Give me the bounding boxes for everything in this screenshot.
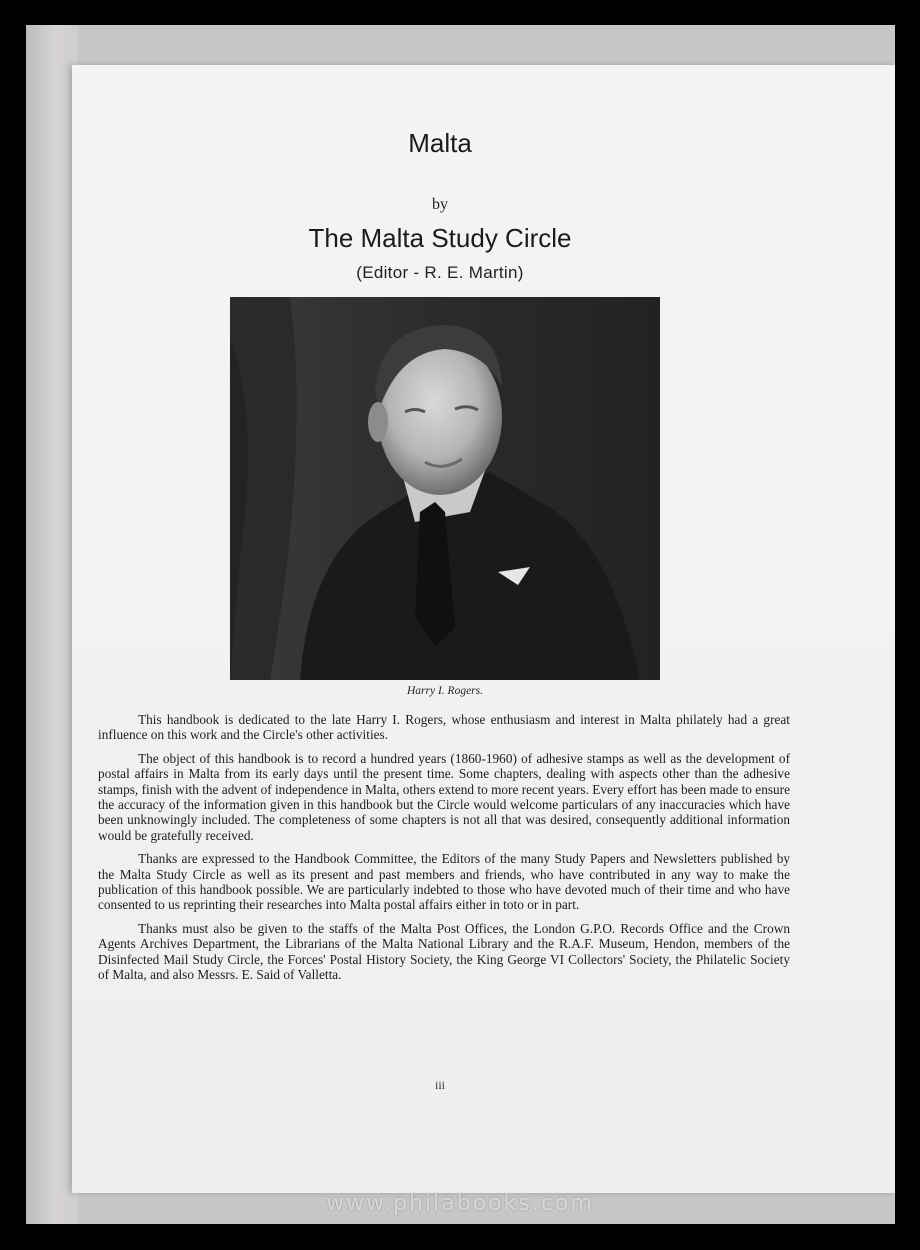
editor-line: (Editor - R. E. Martin)	[356, 263, 524, 282]
document-title: Malta	[408, 128, 472, 158]
portrait-photo	[230, 297, 660, 680]
photo-caption: Harry I. Rogers.	[406, 685, 484, 697]
page-number: iii	[434, 1078, 445, 1092]
portrait-illustration	[230, 297, 660, 680]
paragraph-object: The object of this handbook is to record a hundred years (1860-1960) of adhesive stamps as well as the development of postal affairs in Malta from its early days until the present time. Some chapters, dealing with aspects other than the adhesive stamps, finish with the advent of independence in Malta, others extend to more recent years. Every effort has been made to ensure the accuracy of the information given in this handbook but the Circle would welcome particulars of any inaccuracies which have been unknowingly included. The completeness of some chapters is not all that was desired, consequently additional information would be gratefully received.	[98, 750, 790, 843]
watermark: www.philabooks.com	[326, 1191, 594, 1216]
by-line: by	[432, 196, 448, 213]
paragraph-thanks-staffs: Thanks must also be given to the staffs of the Malta Post Offices, the London G.P.O. Records Office and the Crown Agents Archives Department, the Librarians of the Malta National Library and the R.A.F. Museum, Hendon, members of the Disinfected Mail Study Circle, the Forces' Postal History Society, the King George VI Collectors' Society, the Philatelic Society of Malta, and also Messrs. E. Said of Valletta.	[98, 920, 790, 983]
body-text	[98, 712, 790, 991]
paragraph-dedication: This handbook is dedicated to the late Harry I. Rogers, whose enthusiasm and interest in Malta philately had a great influence on this work and the Circle's other activities.	[98, 712, 790, 743]
author-name: The Malta Study Circle	[308, 223, 572, 253]
paragraph-thanks-committee: Thanks are expressed to the Handbook Committee, the Editors of the many Study Papers and Newsletters published by the Malta Study Circle as well as its present and past members and friends, who have contributed in any way to make the publication of this handbook possible. We are particularly indebted to those who have devoted much of their time and who have consented to us reprinting their researches into Malta postal affairs either in toto or in part.	[98, 851, 790, 913]
